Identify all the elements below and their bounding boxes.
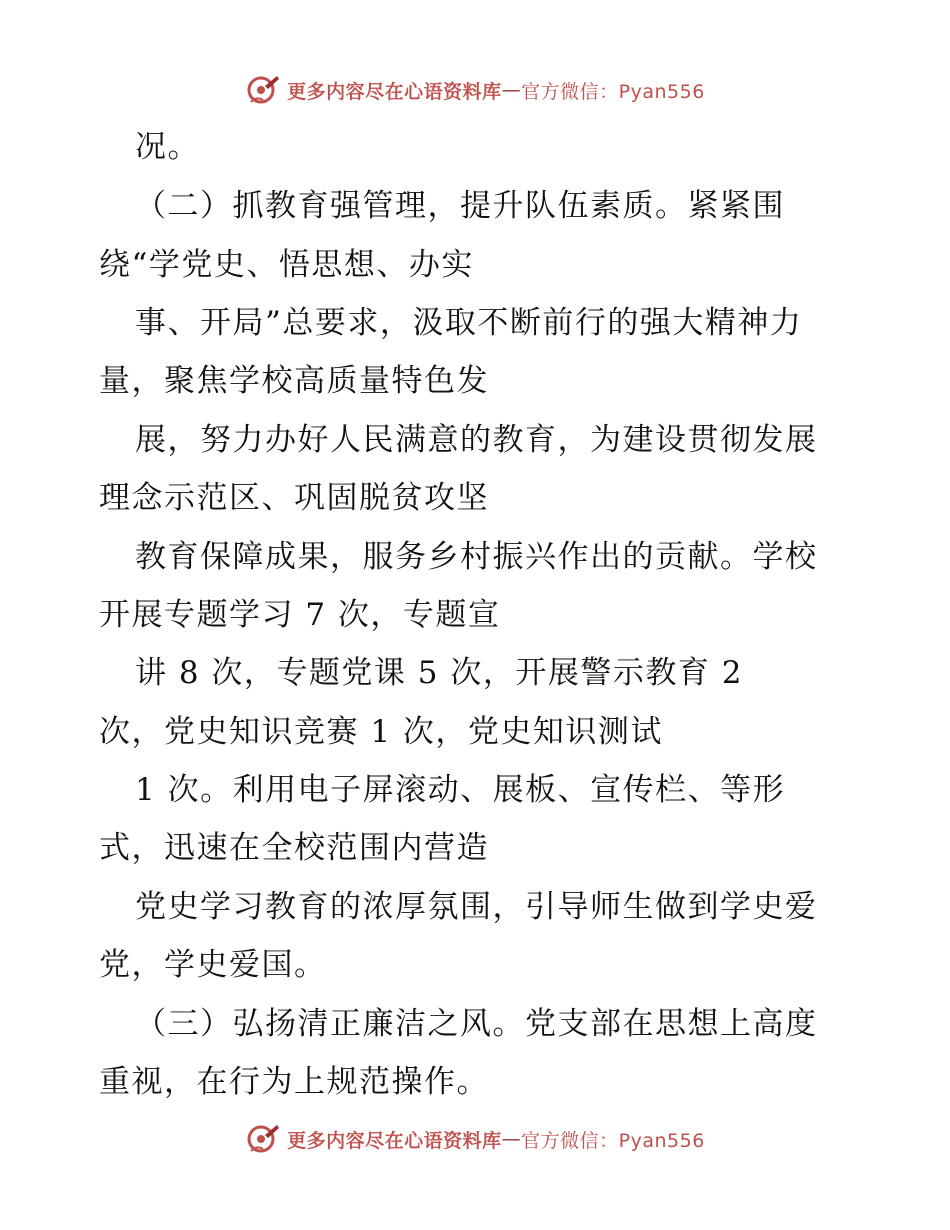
watermark-wechat-text: 官方微信：Pyan556 [521,80,705,103]
watermark-wechat-text: 官方微信：Pyan556 [521,1129,705,1152]
text-line: 次，党史知识竞赛 1 次，党史知识测试 [99,714,663,750]
text-line: 讲 8 次，专题党课 5 次，开展警示教育 2 [135,655,743,691]
text-line: 理念示范区、巩固脱贫攻坚 [99,480,489,516]
watermark-main-text: 更多内容尽在心语资料库 [287,1129,502,1152]
text-line: 量，聚焦学校高质量特色发 [99,363,489,399]
text-line: 况。 [135,129,200,165]
text-line: 展，努力办好人民满意的教育，为建设贯彻发展 [135,422,818,458]
footer-watermark [0,1119,950,1159]
text-line: 教育保障成果，服务乡村振兴作出的贡献。学校 [135,539,818,575]
watermark-separator: — [501,1128,522,1150]
pen-logo-icon [245,72,281,108]
text-line: 党史学习教育的浓厚氛围，引导师生做到学史爱 [135,889,818,925]
watermark-main-text: 更多内容尽在心语资料库 [287,80,502,103]
pen-logo-icon [245,1121,281,1157]
text-line: 党，学史爱国。 [99,947,327,983]
text-line: （二）抓教育强管理，提升队伍素质。紧紧围 [135,188,785,224]
text-line: 事、开局”总要求，汲取不断前行的强大精神力 [135,305,803,341]
text-line: 1 次。利用电子屏滚动、展板、宣传栏、等形 [135,772,786,808]
text-line: （三）弘扬清正廉洁之风。党支部在思想上高度 [135,1006,818,1042]
watermark-separator: — [501,79,522,101]
text-line: 绕“学党史、悟思想、办实 [99,247,474,283]
header-watermark [0,70,950,110]
text-line: 重视，在行为上规范操作。 [99,1064,489,1100]
text-line: 开展专题学习 7 次，专题宣 [99,597,501,633]
text-line: 式，迅速在全校范围内营造 [99,830,489,866]
